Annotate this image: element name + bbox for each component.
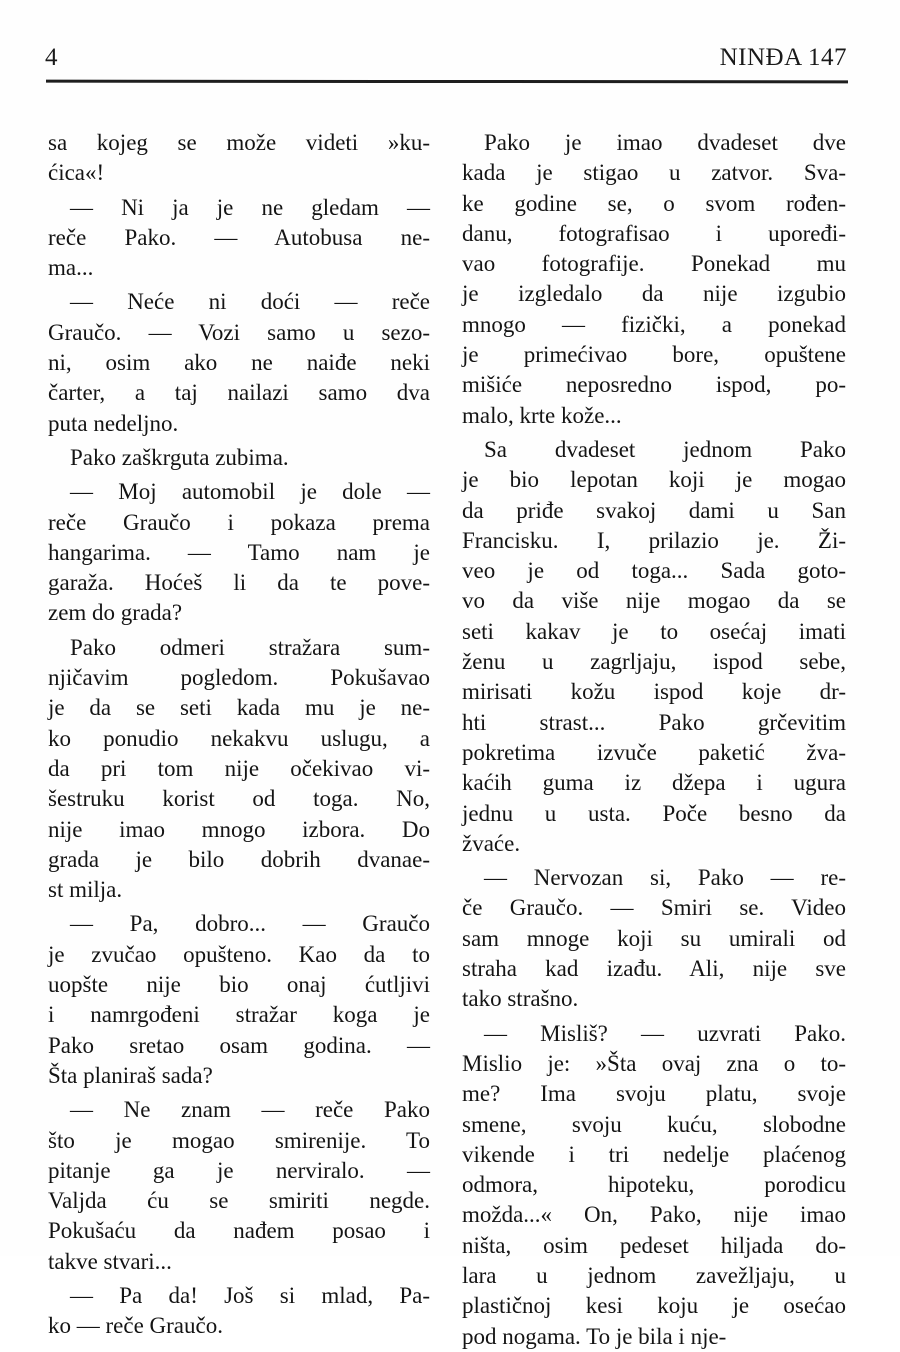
text-line: je bio lepotan koji je mogao xyxy=(462,467,846,493)
text-line: nije imao mnogo izbora. Do xyxy=(48,816,430,842)
text-line: — Nervozan si, Pako — re- xyxy=(484,865,846,891)
text-line: plastičnoj kesi koju je osećao xyxy=(462,1293,846,1319)
text-line: ženu u zagrljaju, ispod sebe, xyxy=(462,649,846,675)
text-line: reče Pako. — Autobusa ne- xyxy=(48,224,430,250)
text-line: takve stvari... xyxy=(48,1248,172,1274)
text-line: možda...« On, Pako, nije imao xyxy=(462,1202,846,1228)
paragraph xyxy=(48,128,430,189)
text-line: je primećivao bore, opuštene xyxy=(462,342,846,368)
text-line: puta nedeljno. xyxy=(48,410,179,436)
text-line: seti kakav je to osećaj imati xyxy=(462,618,846,644)
text-line: hti strast... Pako grčevitim xyxy=(462,709,846,735)
paragraph xyxy=(48,287,430,438)
text-line: — Neće ni doći — reče xyxy=(70,289,430,315)
text-line: da priđe svakoj dami u San xyxy=(462,497,846,523)
paragraph xyxy=(48,193,430,284)
text-line: če Graučo. — Smiri se. Video xyxy=(462,895,846,921)
text-line: Pokušaću da nađem posao i xyxy=(48,1218,430,1244)
text-line: — Ni ja je ne gledam — xyxy=(70,194,430,220)
text-line: — Moj automobil je dole — xyxy=(70,479,430,505)
paragraph xyxy=(48,443,430,473)
paragraph xyxy=(462,128,846,431)
text-line: Francisku. I, prilazio je. Ži- xyxy=(462,527,846,553)
text-line: mnogo — fizički, a ponekad xyxy=(462,311,846,337)
text-line: mirisati kožu ispod koje dr- xyxy=(462,679,846,705)
text-line: Šta planiraš sada? xyxy=(48,1062,213,1088)
text-line: je da se seti kada mu je ne- xyxy=(48,695,430,721)
text-line: — Pa da! Još si mlad, Pa- xyxy=(70,1282,430,1308)
text-line: grada je bilo dobrih dvanae- xyxy=(48,846,430,872)
text-line: st milja. xyxy=(48,877,123,903)
text-line: njičavim pogledom. Pokušavao xyxy=(48,665,430,691)
text-line: ko — reče Graučo. xyxy=(48,1313,223,1339)
text-line: smene, svoju kuću, slobodne xyxy=(462,1111,846,1137)
text-line: ništa, osim pedeset hiljada do- xyxy=(462,1232,846,1258)
text-line: ćica«! xyxy=(48,160,105,186)
text-line: i namrgođeni stražar koga je xyxy=(48,1002,430,1028)
text-line: sam mnoge koji su umirali od xyxy=(462,925,846,951)
page-number: 4 xyxy=(45,44,58,71)
issue-title: NINĐA 147 xyxy=(719,44,847,71)
text-line: uopšte nije bio onaj ćutljivi xyxy=(48,972,430,998)
text-line: Pako je imao dvadeset dve xyxy=(484,130,846,155)
text-line: straha kad izađu. Ali, nije sve xyxy=(462,956,846,982)
text-line: jednu u usta. Poče besno da xyxy=(462,800,846,826)
text-line: Pako odmeri stražara sum- xyxy=(70,634,430,660)
text-line: — Misliš? — uzvrati Pako. xyxy=(484,1020,846,1046)
text-line: pitanje ga je nerviralo. — xyxy=(48,1157,430,1183)
text-line: čarter, a taj nailazi samo dva xyxy=(48,380,430,406)
text-line: pod nogama. To je bila i nje- xyxy=(462,1323,727,1349)
text-line: Sa dvadeset jednom Pako xyxy=(484,436,846,462)
text-line: je zvučao opušteno. Kao da to xyxy=(48,941,430,967)
text-line: Valjda ću se smiriti negde. xyxy=(48,1188,430,1214)
text-line: vikende i tri nedelje plaćenog xyxy=(462,1141,846,1167)
text-line: Graučo. — Vozi samo u sezo- xyxy=(48,319,430,345)
text-line: zem do grada? xyxy=(48,600,183,626)
text-line: reče Graučo i pokaza prema xyxy=(48,509,430,535)
text-column-left xyxy=(48,128,430,1342)
text-line: veo je od toga... Sada goto- xyxy=(462,558,846,584)
text-line: odmora, hipoteku, porodicu xyxy=(462,1172,846,1198)
paragraph xyxy=(462,863,846,1014)
paragraph xyxy=(48,1095,430,1277)
text-line: pokretima izvuče paketić žva- xyxy=(462,739,846,765)
text-line: danu, fotografisao i upoređi- xyxy=(462,220,846,246)
text-line: me? Ima svoju platu, svoje xyxy=(462,1081,846,1107)
header-rule xyxy=(46,80,848,84)
text-line: šestruku korist od toga. No, xyxy=(48,786,430,812)
text-line: kaćih guma iz džepa i ugura xyxy=(462,770,846,796)
text-column-right xyxy=(462,128,846,1352)
paragraph xyxy=(48,633,430,906)
text-line: da pri tom nije očekivao vi- xyxy=(48,755,430,781)
text-line: vo da više nije mogao da se xyxy=(462,588,846,614)
text-line: malo, krte kože... xyxy=(462,402,622,428)
text-line: kada je stigao u zatvor. Sva- xyxy=(462,160,846,186)
paragraph xyxy=(48,1281,430,1342)
text-line: tako strašno. xyxy=(462,986,579,1012)
text-line: Pako sretao osam godina. — xyxy=(48,1032,430,1058)
text-line: ni, osim ako ne naiđe neki xyxy=(48,350,430,376)
text-line: ke godine se, o svom rođen- xyxy=(462,190,846,216)
text-line: ko ponudio nekakvu uslugu, a xyxy=(48,725,430,751)
text-line: je izgledalo da nije izgubio xyxy=(462,281,846,307)
running-head xyxy=(45,44,847,78)
text-line: — Pa, dobro... — Graučo xyxy=(70,911,430,937)
text-line: garaža. Hoćeš li da te pove- xyxy=(48,570,430,596)
text-line: mišiće neposredno ispod, po- xyxy=(462,372,846,398)
text-line: vao fotografije. Ponekad mu xyxy=(462,251,846,277)
text-line: hangarima. — Tamo nam je xyxy=(48,539,430,565)
text-line: Mislio je: »Šta ovaj zna o to- xyxy=(462,1050,846,1076)
paragraph xyxy=(48,909,430,1091)
text-line: žvaće. xyxy=(462,830,521,856)
text-line: Pako zaškrguta zubima. xyxy=(70,444,289,470)
paragraph xyxy=(48,477,430,628)
text-line: lara u jednom zavežljaju, u xyxy=(462,1262,846,1288)
text-line: ma... xyxy=(48,255,94,281)
paragraph xyxy=(462,435,846,859)
paragraph xyxy=(462,1019,846,1352)
text-line: što je mogao smirenije. To xyxy=(48,1127,430,1153)
text-line: sa kojeg se može videti »ku- xyxy=(48,130,430,155)
text-line: — Ne znam — reče Pako xyxy=(70,1097,430,1123)
